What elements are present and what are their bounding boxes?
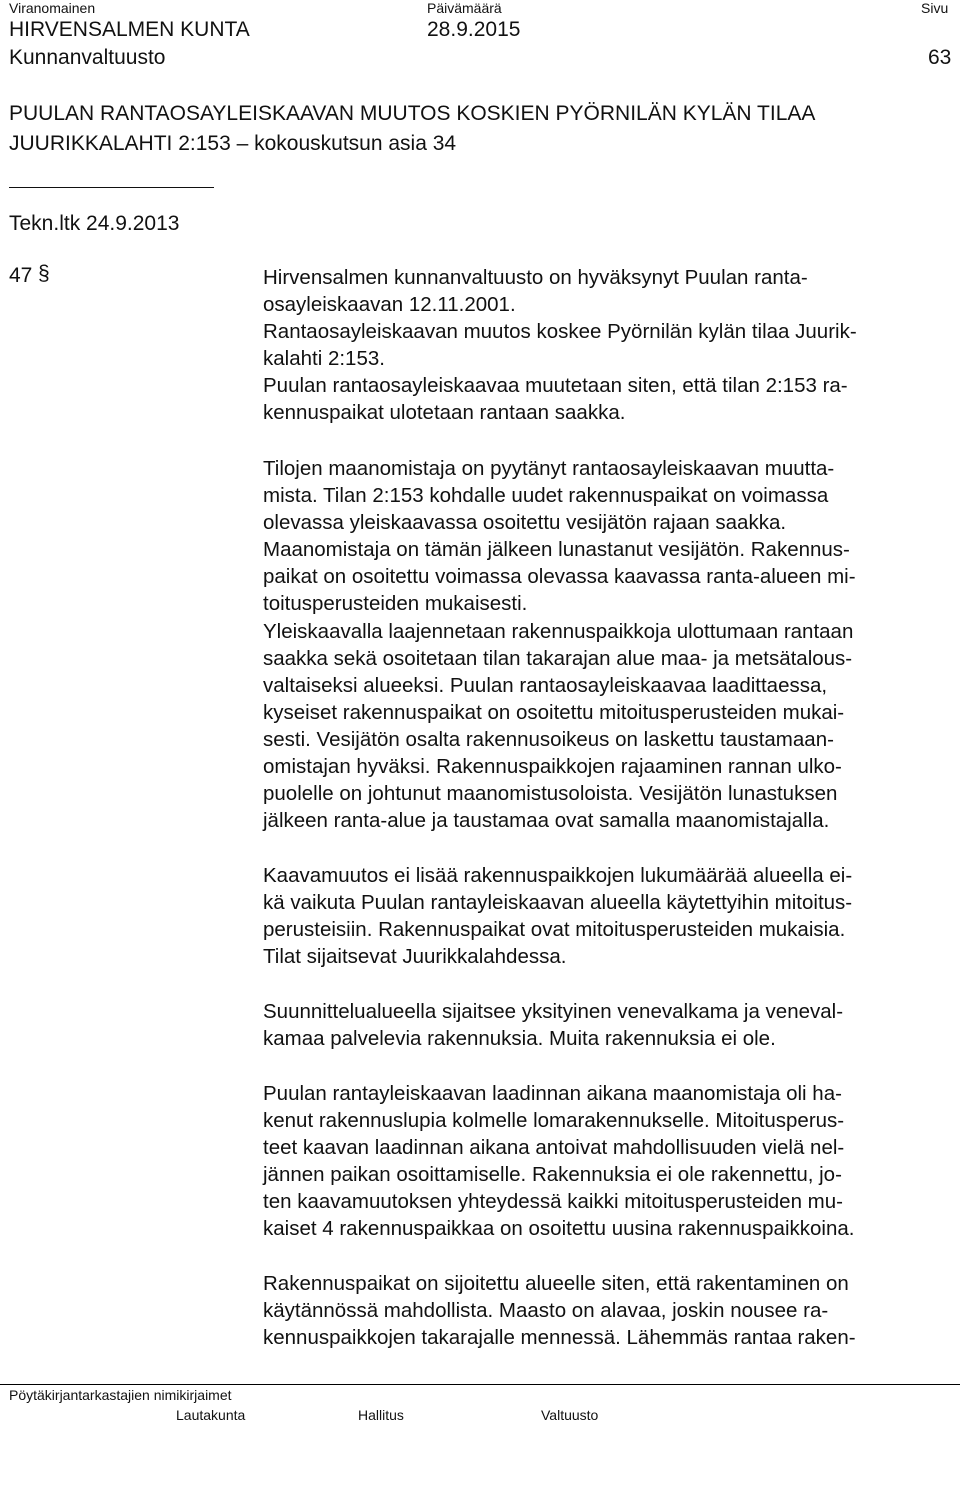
paragraph xyxy=(263,1080,953,1243)
paragraph-line: Puulan rantaosayleiskaavaa muutetaan siten, että tilan 2:153 ra- xyxy=(263,374,848,398)
footer-council: Valtuusto xyxy=(541,1407,599,1423)
paragraph-line: Maanomistaja on tämän jälkeen lunastanut vesijätön. Rakennus- xyxy=(263,538,850,562)
page-label: Sivu xyxy=(921,0,949,16)
paragraph-line: jälkeen ranta-alue ja taustamaa ovat samalla maanomistajalla. xyxy=(263,809,830,833)
paragraph-line: puolelle on johtunut maanomistusoloista. Vesijätön lunastuksen xyxy=(263,782,838,806)
meeting-reference: Tekn.ltk 24.9.2013 xyxy=(9,212,180,235)
paragraph-line: kennuspaikkojen takarajalle mennessä. Lähemmäs rantaa raken- xyxy=(263,1326,856,1350)
paragraph-line: mista. Tilan 2:153 kohdalle uudet rakennuspaikat on voimassa xyxy=(263,484,829,508)
paragraph-line: sesti. Vesijätön osalta rakennusoikeus on laskettu taustamaan- xyxy=(263,727,834,751)
paragraph-line: kä vaikuta Puulan rantayleiskaavan alueella käytettyihin mitoitus- xyxy=(263,891,853,915)
paragraph-line: toitusperusteiden mukaisesti. xyxy=(263,592,528,616)
paragraph-line: Puulan rantayleiskaavan laadinnan aikana maanomistaja oli ha- xyxy=(263,1082,842,1105)
paragraph-line: kyseiset rakennuspaikat on osoitettu mitoitusperusteiden mukai- xyxy=(263,700,845,724)
footer-divider xyxy=(0,1384,960,1385)
paragraph-line: jännen paikan osoittamiselle. Rakennuksia ei ole rakennettu, jo- xyxy=(263,1163,842,1187)
paragraph-line: Yleiskaavalla laajennetaan rakennuspaikkoja ulottumaan rantaan xyxy=(263,619,854,643)
footer-board: Lautakunta xyxy=(176,1407,246,1423)
page-number: 63 xyxy=(928,46,952,69)
paragraph-line: teet kaavan laadinnan aikana antoivat mahdollisuuden vielä nel- xyxy=(263,1136,845,1160)
paragraph-line: osayleiskaavan 12.11.2001. xyxy=(263,293,516,317)
paragraph-line: omistajan hyväksi. Rakennuspaikkojen rajaaminen rannan ulko- xyxy=(263,755,842,779)
paragraph xyxy=(263,998,953,1052)
paragraph xyxy=(263,264,953,427)
paragraph-line: Rakennuspaikat on sijoitettu alueelle siten, että rakentaminen on xyxy=(263,1272,849,1295)
paragraph-line: Rantaosayleiskaavan muutos koskee Pyörnilän kylän tilaa Juurik- xyxy=(263,320,857,344)
paragraph-line: kaiset 4 rakennuspaikkaa on osoitettu uusina rakennuspaikkoina. xyxy=(263,1217,855,1241)
paragraph-line: käytännössä mahdollista. Maasto on alavaa, joskin nousee ra- xyxy=(263,1299,829,1323)
paragraph-line: Hirvensalmen kunnanvaltuusto on hyväksynyt Puulan ranta- xyxy=(263,266,808,289)
signature-initials-label: Pöytäkirjantarkastajien nimikirjaimet xyxy=(9,1387,232,1403)
document-date: 28.9.2015 xyxy=(427,18,521,41)
organization-name: HIRVENSALMEN KUNTA xyxy=(9,18,250,41)
paragraph-line: Tilat sijaitsevat Juurikkalahdessa. xyxy=(263,945,567,969)
paragraph-line: ten kaavamuutoksen yhteydessä kaikki mitoitusperusteiden mu- xyxy=(263,1190,843,1214)
date-label: Päivämäärä xyxy=(427,0,502,16)
authority-label: Viranomainen xyxy=(9,0,96,16)
document-title-line-2: JUURIKKALAHTI 2:153 – kokouskutsun asia 34 xyxy=(9,132,457,155)
governing-body: Kunnanvaltuusto xyxy=(9,46,166,69)
paragraph xyxy=(263,455,953,834)
paragraph-line: kalahti 2:153. xyxy=(263,347,385,371)
paragraph-line: kennuspaikat ulotetaan rantaan saakka. xyxy=(263,401,626,425)
paragraph-line: olevassa yleiskaavassa osoitettu vesijätön rajaan saakka. xyxy=(263,511,787,535)
paragraph xyxy=(263,1270,953,1351)
section-number: 47 xyxy=(9,264,33,287)
paragraph-line: saakka sekä osoitetaan tilan takarajan alue maa- ja metsätalous- xyxy=(263,646,853,670)
paragraph-line: Kaavamuutos ei lisää rakennuspaikkojen lukumäärää alueella ei- xyxy=(263,864,853,887)
paragraph-line: perusteisiin. Rakennuspaikat ovat mitoitusperusteiden mukaisia. xyxy=(263,918,846,942)
paragraph-line: Suunnittelualueella sijaitsee yksityinen venevalkama ja veneval- xyxy=(263,1000,844,1023)
title-underline xyxy=(9,187,214,188)
paragraph xyxy=(263,862,953,970)
footer-executive: Hallitus xyxy=(358,1407,404,1423)
document-title-line-1: PUULAN RANTAOSAYLEISKAAVAN MUUTOS KOSKIEN PYÖRNILÄN KYLÄN TILAA xyxy=(9,102,816,125)
paragraph-line: paikat on osoitettu voimassa olevassa kaavassa ranta-alueen mi- xyxy=(263,565,856,589)
paragraph-line: valtaiseksi alueeksi. Puulan rantaosayleiskaavaa laadittaessa, xyxy=(263,673,828,697)
paragraph-line: kamaa palvelevia rakennuksia. Muita rakennuksia ei ole. xyxy=(263,1027,776,1051)
section-sign: § xyxy=(38,262,50,285)
paragraph-line: kenut rakennuslupia kolmelle lomarakennukselle. Mitoitusperus- xyxy=(263,1109,845,1133)
paragraph-line: Tilojen maanomistaja on pyytänyt rantaosayleiskaavan muutta- xyxy=(263,457,835,480)
